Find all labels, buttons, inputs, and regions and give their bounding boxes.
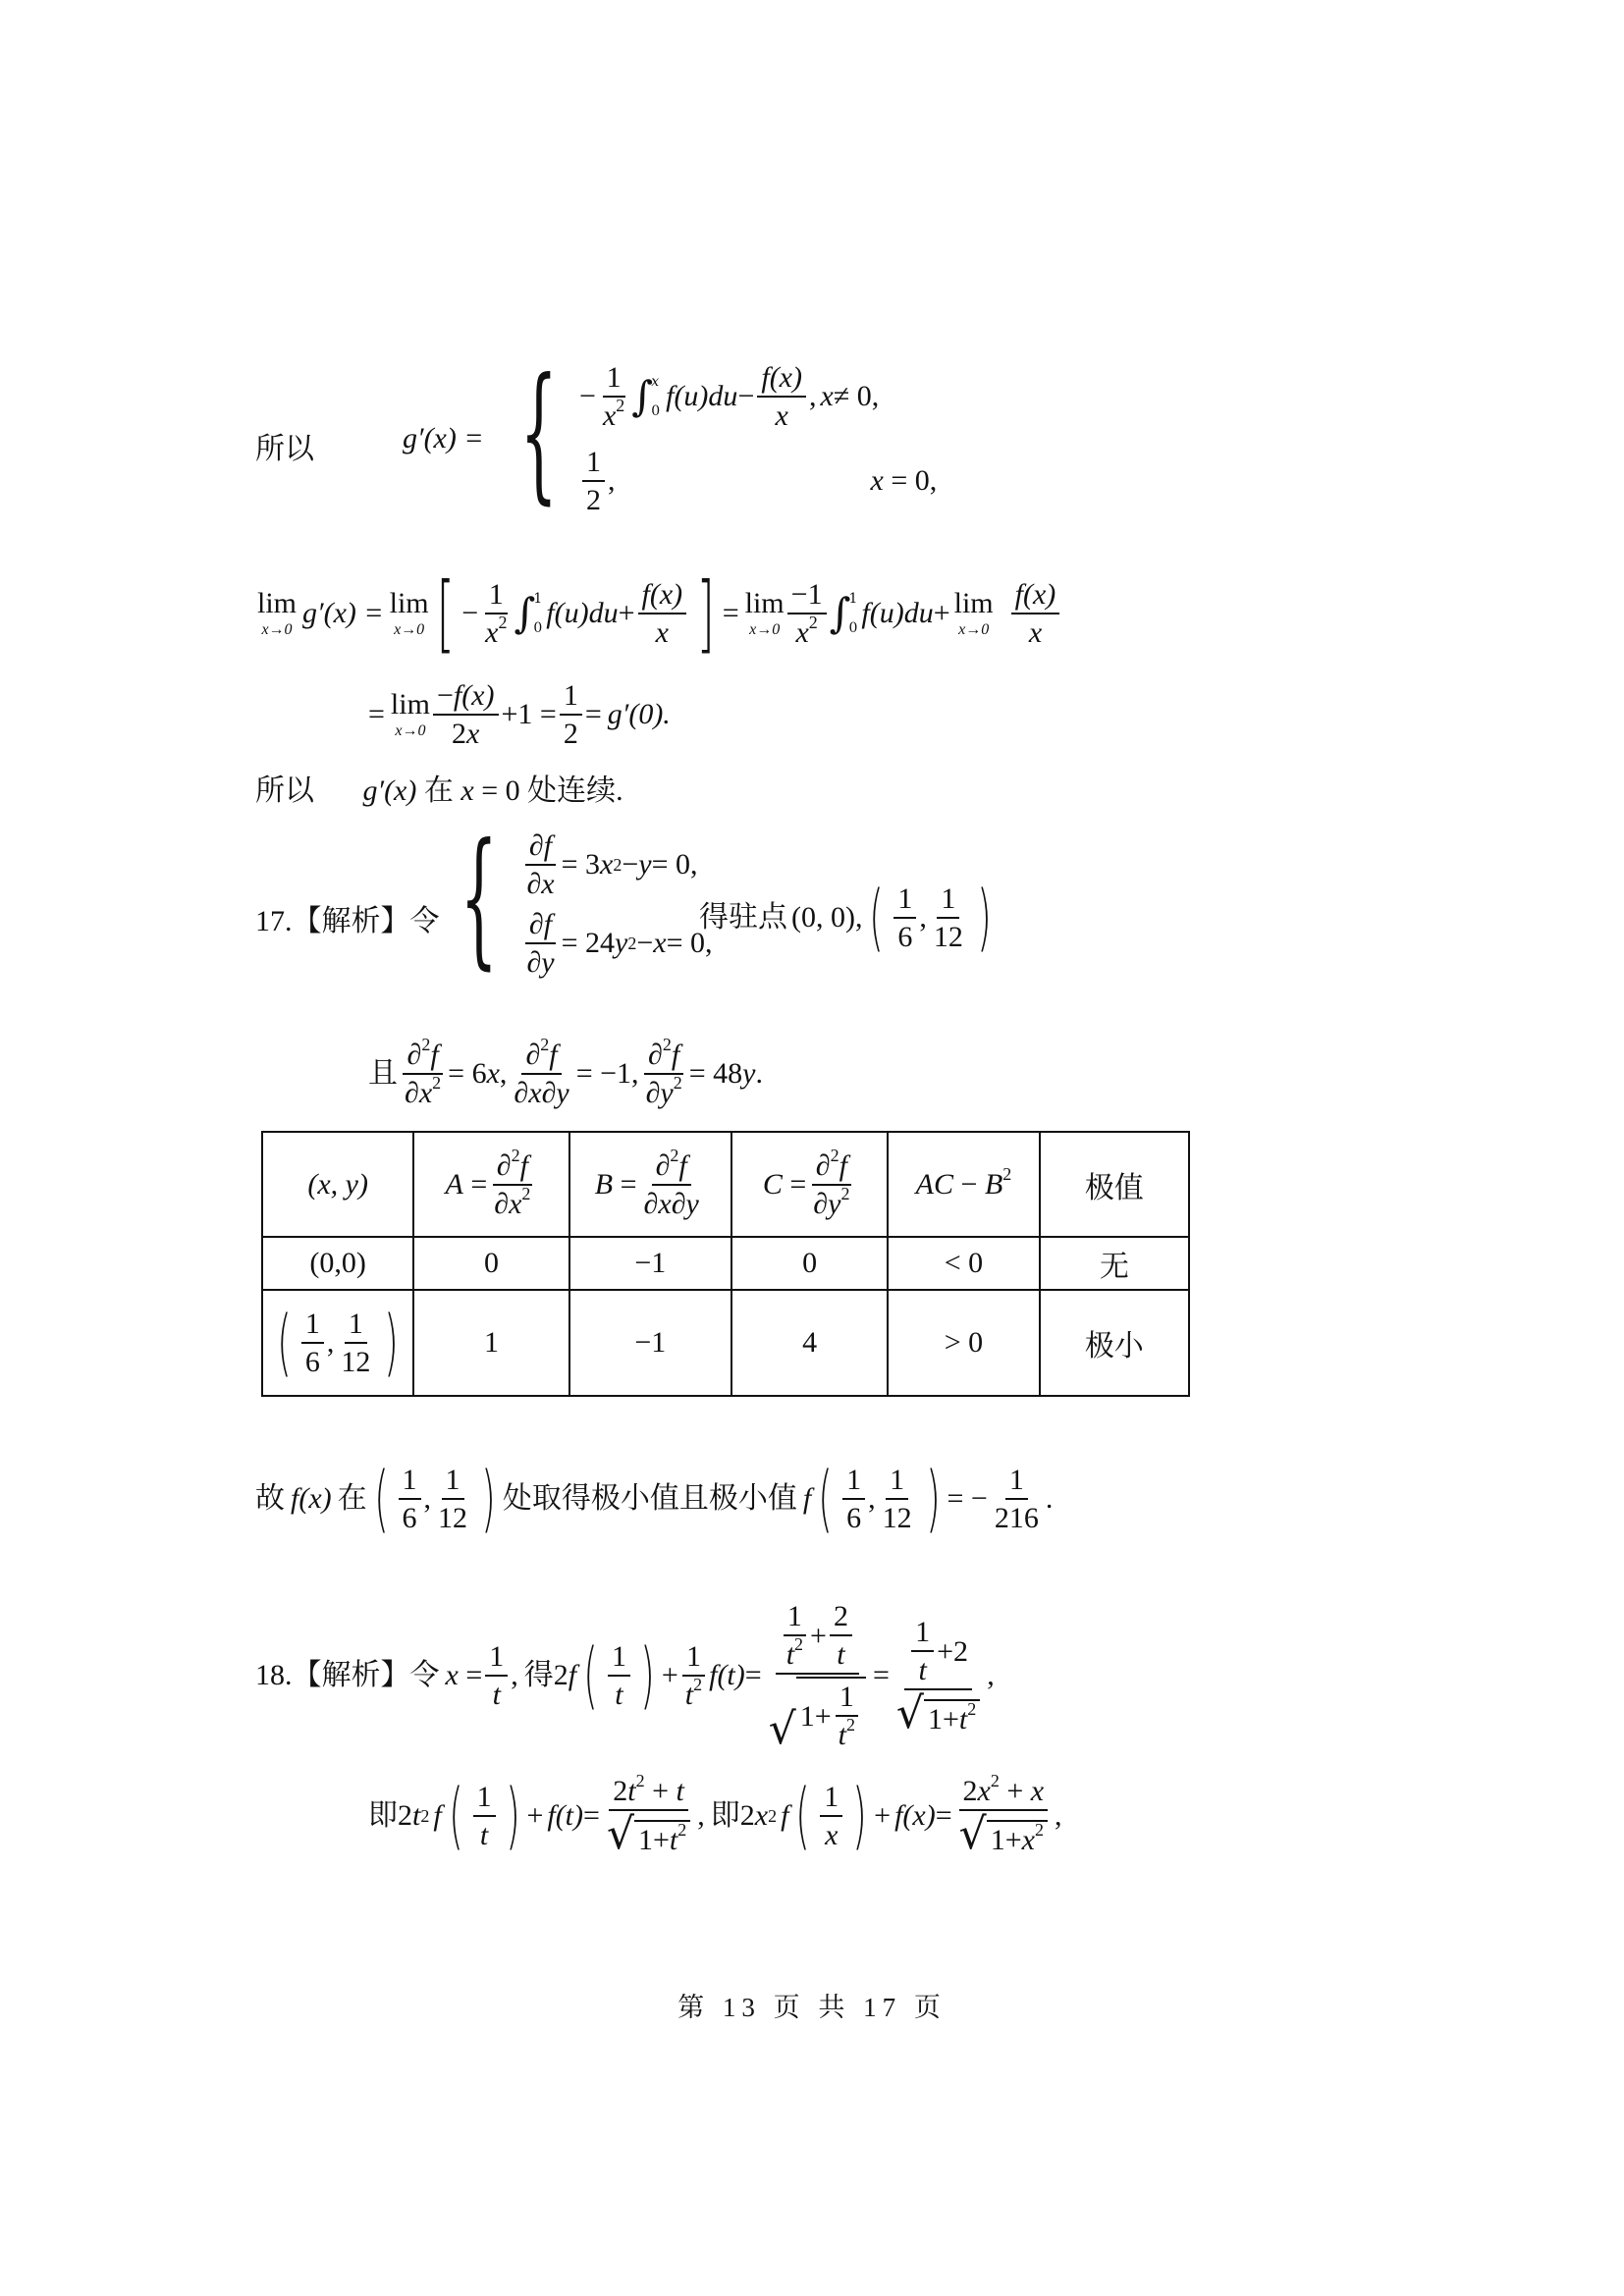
p18-ji2: 即 xyxy=(710,1798,740,1832)
extreme-table xyxy=(261,1131,1190,1397)
limit-line-2: = lim x→0 $\frac{-f(x)}{2x}$ +1 = $\frac{1}{2}$ = g′(0). xyxy=(368,679,671,750)
cell-point: (0,0) xyxy=(262,1237,413,1290)
header-disc: AC − $B^2$ xyxy=(888,1132,1039,1237)
p17-conclusion: 故 f(x) 在 ( $\frac{1}{6}$ , $\frac{1}{12}$ ) 处取得极小值且极小值 f ( $\frac{1}{6}$ , $\frac{1}{12}$ ) = − $\frac{1}{216}$ . xyxy=(255,1457,1054,1541)
page-footer: 第 13 页 共 17 页 xyxy=(677,1993,947,2022)
cell-extreme: 无 xyxy=(1040,1237,1189,1290)
cell-disc: < 0 xyxy=(888,1237,1039,1290)
gprime-piecewise: g′(x) = { − $\frac{1}{x^2}$ ∫ x 0 f(u)du − $\frac{f(x)}{x}$ , x ≠ 0, $\frac{1}{2}$ , x = 0, xyxy=(403,347,938,518)
p18-equations: 即 2 t 2 f ( $\frac{1}{t}$ ) + f(t) = $2t^2 + t$ √ $1+t^2$ , 即 2 x 2 f ( $\frac{1}{x}$ ) + f(x) = $2x^2 + x$ √ $1+x^2$ , xyxy=(368,1771,1062,1859)
header-B: B = $\frac{\partial^2f}{\partial x\partial y}$ xyxy=(569,1132,731,1237)
header-point: (x, y) xyxy=(262,1132,413,1237)
p17-conclusion-a: 故 xyxy=(255,1482,285,1515)
p17-stationary: 得驻点 (0, 0), ( $\frac{1}{6}$ , $\frac{1}{12}$ ) xyxy=(699,876,992,960)
cell-A: 0 xyxy=(413,1237,568,1290)
header-A: A = $\frac{\partial^2f}{\partial x^2}$ xyxy=(413,1132,568,1237)
p17-conclusion-c: 处取得极小值且极小值 xyxy=(502,1482,797,1515)
cell-point: ( $\frac{1}{6}$ , $\frac{1}{12}$ ) xyxy=(262,1290,413,1396)
continuity-line: 所以 g′(x) 在 x = 0 处连续. xyxy=(255,774,623,807)
p17-stationary-label: 得驻点 xyxy=(699,901,787,934)
table-row xyxy=(262,1237,1189,1290)
p17-and-label: 且 xyxy=(368,1057,398,1090)
p18-main: 18.【解析】令 x = $\frac{1}{t}$ , 得 2 f ( $\frac{1}{t}$ ) + $\frac{1}{t^2}$ f(t) = $\frac{1}{t^2}$ + $\frac{2}{t}$ √ 1+ $\frac{1}{t^2}$ = $\frac{1}{t}$ +2 √ $1+t^2$ , xyxy=(255,1600,995,1754)
p17-head: 17.【解析】令 xyxy=(255,905,440,937)
table-header-row xyxy=(262,1132,1189,1237)
header-C: C = $\frac{\partial^2f}{\partial y^2}$ xyxy=(731,1132,888,1237)
limit-line-1: lim x→0 g′(x) = lim x→0 [ − $\frac{1}{x^2}$ ∫ 1 0 f(u)du + $\frac{f(x)}{x}$ ] = lim x→0 $\frac{-1}{x^2}$ ∫ 1 0 f(u)du + lim x→0 $\frac{f(x)}{x}$ xyxy=(257,571,1062,656)
cell-A: 1 xyxy=(413,1290,568,1396)
table-row xyxy=(262,1290,1189,1396)
cell-C: 4 xyxy=(731,1290,888,1396)
cell-extreme: 极小 xyxy=(1040,1290,1189,1396)
p17-conclusion-b: 在 xyxy=(337,1482,367,1515)
second-derivatives: 且 $\frac{\partial^2f}{\partial x^2}$ = 6 x , $\frac{\partial^2f}{\partial x\partial y}$ = −1, $\frac{\partial^2f}{\partial y^2}$ = 48 y . xyxy=(368,1035,763,1109)
p17-system: { $\frac{\partial f}{\partial x}$ = 3 x 2 − y = 0, $\frac{\partial f}{\partial y}$ = 24 y 2 − x = 0, xyxy=(460,813,713,984)
continuity-tail: 处连续. xyxy=(527,774,623,807)
p18-head: 18.【解析】令 xyxy=(255,1659,440,1691)
suoyi-label-1: 所以 xyxy=(255,433,314,465)
cell-B: −1 xyxy=(569,1290,731,1396)
cell-B: −1 xyxy=(569,1237,731,1290)
header-extreme: 极值 xyxy=(1040,1132,1189,1237)
cell-disc: > 0 xyxy=(888,1290,1039,1396)
p18-ji: 即 xyxy=(368,1798,398,1832)
cell-C: 0 xyxy=(731,1237,888,1290)
p18-get: 得 xyxy=(523,1659,554,1691)
suoyi-label-2: 所以 xyxy=(255,774,314,807)
